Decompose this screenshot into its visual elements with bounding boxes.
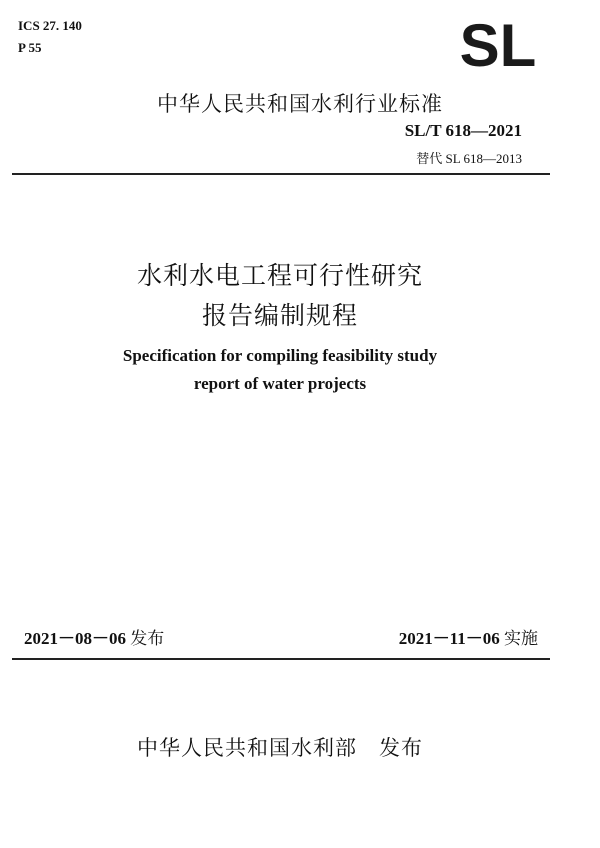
title-cn-line-1: 水利水电工程可行性研究: [136, 261, 423, 290]
issue-date-block: [24, 624, 164, 649]
title-en-line-2: report of water projects: [193, 374, 367, 393]
issue-label: 发布: [130, 629, 165, 649]
title-cn-line-2: 报告编制规程: [201, 301, 358, 330]
classification-code: P 55: [18, 40, 42, 55]
publisher-line: [0, 732, 560, 762]
standard-number: SL/T 618—2021: [404, 121, 522, 140]
sl-logo-text: SL: [459, 16, 537, 70]
sl-logo: [444, 16, 552, 70]
issue-date: 2021－08－06: [24, 629, 126, 648]
standard-category: 中华人民共和国水利行业标准: [157, 92, 443, 116]
implementation-date: 2021－11－06: [398, 629, 500, 648]
bottom-divider: [12, 658, 550, 660]
publisher-name: 中华人民共和国水利部: [137, 736, 357, 760]
replaces-standard: 替代 SL 618—2013: [416, 151, 522, 166]
ics-code: ICS 27. 140: [18, 18, 82, 33]
publisher-action: 发布: [379, 736, 423, 760]
top-divider: [12, 173, 550, 175]
title-en-line-1: Specification for compiling feasibility study: [122, 346, 438, 365]
implementation-label: 实施: [504, 629, 538, 649]
implementation-date-block: [399, 624, 538, 649]
